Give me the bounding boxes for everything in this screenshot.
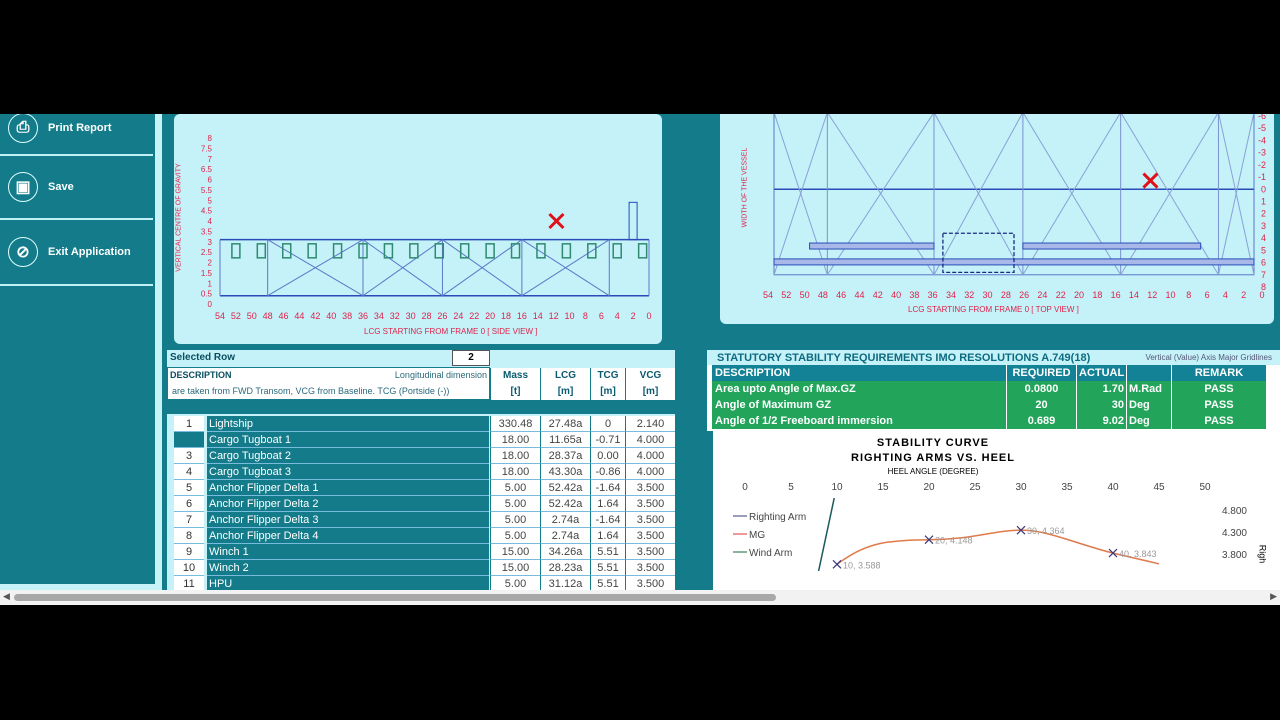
row-tcg[interactable]: -0.71 — [590, 432, 625, 448]
row-tcg[interactable]: -1.64 — [590, 480, 625, 496]
y-tick: 2 — [1260, 208, 1266, 219]
y-tick: 4.800 — [1221, 506, 1247, 517]
x-tick: 24 — [453, 311, 464, 321]
table-row[interactable] — [174, 576, 674, 590]
y-tick: 4.5 — [200, 206, 212, 216]
pontoon-icon — [486, 244, 494, 258]
y-tick: 7.5 — [200, 144, 212, 154]
y-tick: 5 — [207, 196, 212, 206]
x-tick: 44 — [854, 290, 865, 300]
row-lcg[interactable]: 52.42a — [540, 496, 590, 512]
row-mass[interactable]: 5.00 — [490, 528, 540, 544]
col-name: VCG — [639, 370, 662, 381]
top-view-panel — [720, 114, 1274, 324]
y-tick: 6.5 — [200, 165, 212, 175]
x-tick: 14 — [532, 311, 543, 321]
col-name: Mass — [502, 370, 528, 381]
row-tcg[interactable]: 5.51 — [590, 576, 625, 590]
cg-marker-icon — [549, 214, 563, 228]
stab-required: 0.689 — [1007, 413, 1077, 429]
chart-xlabel: HEEL ANGLE (DEGREE) — [887, 467, 979, 476]
x-tick: 32 — [389, 311, 400, 321]
chart-title: STABILITY CURVE — [876, 437, 990, 449]
stability-row — [712, 397, 1267, 413]
x-tick: 2 — [630, 311, 636, 321]
x-tick: 28 — [1000, 290, 1011, 300]
row-lcg[interactable]: 52.42a — [540, 480, 590, 496]
row-index: 8 — [174, 528, 204, 544]
col-unit: [m] — [557, 386, 574, 397]
side-x-label: LCG STARTING FROM FRAME 0 [ SIDE VIEW ] — [364, 327, 538, 336]
x-tick: 32 — [964, 290, 975, 300]
x-tick: 28 — [421, 311, 432, 321]
x-tick: 12 — [548, 311, 559, 321]
row-lcg[interactable]: 27.48a — [540, 416, 590, 432]
top-y-label: WIDTH OF THE VESSEL — [741, 147, 749, 228]
stability-row — [712, 413, 1267, 429]
row-vcg[interactable]: 2.140 — [625, 416, 675, 432]
row-index: 7 — [174, 512, 204, 528]
row-lcg[interactable]: 2.74a — [540, 528, 590, 544]
row-mass[interactable]: 5.00 — [490, 496, 540, 512]
x-tick: 15 — [877, 482, 889, 493]
data-point — [833, 560, 841, 568]
x-tick: 5 — [788, 482, 794, 493]
row-tcg[interactable]: -0.86 — [590, 464, 625, 480]
app-window — [0, 114, 1280, 590]
x-tick: 40 — [1107, 482, 1119, 493]
items-table — [167, 350, 675, 590]
table-row[interactable] — [174, 560, 674, 576]
y-tick: -6 — [1257, 114, 1266, 121]
y-tick: 8 — [207, 134, 212, 143]
x-tick: 36 — [357, 311, 369, 321]
row-mass[interactable]: 330.48 — [490, 416, 540, 432]
pontoon-icon — [537, 244, 545, 258]
x-tick: 30 — [982, 290, 993, 300]
x-tick: 40 — [326, 311, 337, 321]
col-header-tcg — [590, 368, 625, 400]
side-view-drawing — [174, 114, 662, 344]
x-tick: 40 — [891, 290, 902, 300]
x-tick: 26 — [1019, 290, 1030, 300]
col-unit: [m] — [600, 386, 616, 397]
x-tick: 10 — [831, 482, 843, 493]
row-mass[interactable]: 18.00 — [490, 448, 540, 464]
x-tick: 14 — [1128, 290, 1139, 300]
row-mass[interactable]: 5.00 — [490, 480, 540, 496]
row-description[interactable]: Cargo Tugboat 3 — [207, 464, 489, 480]
row-lcg[interactable]: 28.23a — [540, 560, 590, 576]
y-tick: 2.5 — [200, 248, 212, 258]
data-label: 30, 4.364 — [1027, 526, 1065, 537]
stab-title-bar — [707, 350, 1280, 365]
desc-header-text: DESCRIPTION — [170, 370, 232, 380]
col-header-vcg — [625, 368, 675, 400]
stab-unit: M.Rad — [1127, 381, 1172, 397]
col-unit: [t] — [510, 386, 521, 397]
x-tick: 4 — [614, 311, 620, 321]
row-description[interactable]: HPU — [207, 576, 489, 590]
data-label: 20, 4.148 — [935, 535, 973, 546]
row-index: 9 — [174, 544, 204, 560]
row-index: 5 — [174, 480, 204, 496]
row-mass[interactable]: 5.00 — [490, 512, 540, 528]
stability-chart — [707, 431, 1280, 590]
row-description[interactable]: Lightship — [207, 416, 489, 432]
legend-entry: Righting Arm — [749, 512, 807, 523]
x-tick: 22 — [1055, 290, 1066, 300]
x-tick: 48 — [817, 290, 828, 300]
x-tick: 46 — [836, 290, 847, 300]
save-button[interactable] — [0, 156, 153, 220]
row-mass[interactable]: 18.00 — [490, 432, 540, 448]
x-tick: 38 — [909, 290, 920, 300]
x-tick: 42 — [310, 311, 321, 321]
horizontal-scrollbar[interactable] — [0, 590, 1280, 605]
print-report-label: Print Report — [48, 122, 112, 134]
row-description[interactable]: Anchor Flipper Delta 4 — [207, 528, 489, 544]
x-tick: 36 — [927, 290, 938, 300]
row-lcg[interactable]: 11.65a — [540, 432, 590, 448]
wind-arm-line — [819, 498, 835, 571]
row-index: 6 — [174, 496, 204, 512]
y-tick: 0.5 — [200, 289, 212, 299]
row-vcg[interactable]: 3.500 — [625, 496, 675, 512]
side-y-label: VERTICAL CENTRE OF GRAVITY — [175, 163, 183, 272]
row-tcg[interactable]: 5.51 — [590, 544, 625, 560]
x-tick: 10 — [1165, 290, 1176, 300]
exit-application-button[interactable] — [0, 220, 153, 286]
chart-tooltip: Vertical (Value) Axis Major Gridlines — [1145, 353, 1272, 362]
y-tick: -5 — [1257, 123, 1266, 134]
x-tick: 38 — [342, 311, 353, 321]
table-row[interactable] — [174, 512, 674, 528]
row-index: 3 — [174, 448, 204, 464]
row-vcg[interactable]: 4.000 — [625, 448, 675, 464]
table-row[interactable] — [174, 528, 674, 544]
col-header-lcg — [540, 368, 590, 400]
header-spacer-row — [167, 400, 675, 414]
col-unit: [m] — [642, 386, 659, 397]
table-row[interactable] — [174, 496, 674, 512]
stability-title: STATUTORY STABILITY REQUIREMENTS IMO RESOLUTIONS A.749(18) — [717, 352, 1091, 364]
row-tcg[interactable]: -1.64 — [590, 512, 625, 528]
row-index: 10 — [174, 560, 204, 576]
selected-row-label: Selected Row — [170, 352, 236, 363]
pontoon-icon — [308, 244, 316, 258]
row-tcg[interactable]: 5.51 — [590, 560, 625, 576]
main-area — [162, 114, 1280, 590]
side-view-panel — [174, 114, 662, 344]
y-tick: 7 — [207, 154, 212, 164]
stab-desc: Area upto Angle of Max.GZ — [712, 381, 1007, 397]
pontoon-icon — [613, 244, 621, 258]
top-x-label: LCG STARTING FROM FRAME 0 [ TOP VIEW ] — [908, 305, 1079, 314]
y-tick: 2 — [207, 258, 212, 268]
stab-h-remark: REMARK — [1172, 365, 1267, 381]
x-tick: 50 — [799, 290, 810, 300]
stab-unit: Deg — [1127, 413, 1172, 429]
x-tick: 0 — [646, 311, 652, 321]
row-mass[interactable]: 5.00 — [490, 576, 540, 590]
x-tick: 6 — [598, 311, 604, 321]
scroll-left-icon[interactable]: ◀ — [3, 591, 10, 601]
x-tick: 35 — [1061, 482, 1073, 493]
x-tick: 46 — [278, 311, 289, 321]
y-tick: 4.300 — [1221, 528, 1247, 539]
row-description[interactable]: Anchor Flipper Delta 3 — [207, 512, 489, 528]
y-tick: 1.5 — [200, 268, 212, 278]
row-description[interactable]: Winch 2 — [207, 560, 489, 576]
x-tick: 12 — [1147, 290, 1158, 300]
row-vcg[interactable]: 3.500 — [625, 528, 675, 544]
x-tick: 34 — [945, 290, 956, 300]
y-tick: 3 — [207, 237, 212, 247]
table-row[interactable] — [174, 544, 674, 560]
no-entry-icon: ⊘ — [8, 237, 38, 267]
y-tick: 1 — [207, 279, 212, 289]
x-tick: 18 — [500, 311, 512, 321]
y-tick: 0 — [207, 300, 212, 309]
y-tick: -4 — [1257, 135, 1266, 146]
row-vcg[interactable]: 3.500 — [625, 544, 675, 560]
y-tick: 6 — [207, 175, 212, 185]
save-label: Save — [48, 181, 74, 193]
data-label: 40, 3.843 — [1119, 549, 1157, 560]
x-tick: 50 — [1199, 482, 1211, 493]
x-tick: 20 — [923, 482, 935, 493]
row-description[interactable]: Cargo Tugboat 1 — [207, 432, 489, 448]
sidebar — [0, 114, 155, 584]
pontoon-icon — [410, 244, 418, 258]
legend-entry: Wind Arm — [749, 548, 793, 559]
x-tick: 44 — [294, 311, 305, 321]
x-tick: 0 — [1259, 290, 1265, 300]
row-lcg[interactable]: 28.37a — [540, 448, 590, 464]
righting-arm-curve — [837, 530, 1159, 564]
stability-section — [707, 365, 1280, 590]
stab-unit: Deg — [1127, 397, 1172, 413]
y-tick: 1 — [1260, 196, 1266, 207]
note-line1: Longitudinal dimension — [394, 370, 487, 380]
chart-subtitle: RIGHTING ARMS VS. HEEL — [851, 452, 1015, 464]
row-description[interactable]: Cargo Tugboat 2 — [207, 448, 489, 464]
stability-plot — [713, 431, 1273, 590]
x-tick: 2 — [1241, 290, 1247, 300]
pontoon-icon — [232, 244, 240, 258]
row-vcg[interactable]: 4.000 — [625, 432, 675, 448]
cg-marker-icon — [1143, 174, 1157, 188]
y-tick: 4 — [1260, 233, 1266, 244]
x-tick: 16 — [516, 311, 527, 321]
x-tick: 48 — [262, 311, 273, 321]
row-vcg[interactable]: 4.000 — [625, 464, 675, 480]
row-index: 1 — [174, 416, 204, 432]
stab-h-unit — [1127, 365, 1172, 381]
y-tick: 5.5 — [200, 185, 212, 195]
row-lcg[interactable]: 34.26a — [540, 544, 590, 560]
x-tick: 24 — [1037, 290, 1048, 300]
x-tick: 52 — [230, 311, 241, 321]
x-tick: 30 — [405, 311, 416, 321]
x-tick: 54 — [762, 290, 774, 300]
note-line2: are taken from FWD Transom, VCG from Baseline. TCG (Portside (-)) — [172, 386, 450, 396]
scroll-right-icon[interactable]: ▶ — [1270, 591, 1277, 601]
row-lcg[interactable]: 31.12a — [540, 576, 590, 590]
x-tick: 8 — [582, 311, 588, 321]
printer-icon: ⎙ — [8, 114, 38, 143]
y-tick: 6 — [1260, 257, 1266, 268]
x-tick: 45 — [1153, 482, 1165, 493]
data-label: 10, 3.588 — [843, 560, 881, 571]
exit-label: Exit Application — [48, 246, 131, 258]
x-tick: 25 — [969, 482, 981, 493]
x-tick: 50 — [246, 311, 257, 321]
row-index — [174, 432, 204, 448]
pontoon-icon — [639, 244, 647, 258]
row-mass[interactable]: 15.00 — [490, 544, 540, 560]
row-mass[interactable]: 15.00 — [490, 560, 540, 576]
row-vcg[interactable]: 3.500 — [625, 576, 675, 590]
x-tick: 54 — [214, 311, 226, 321]
stab-actual: 30 — [1077, 397, 1127, 413]
top-view-drawing — [720, 114, 1274, 324]
mast — [629, 202, 637, 239]
description-header — [167, 367, 490, 400]
row-index: 4 — [174, 464, 204, 480]
selected-row-input[interactable]: 2 — [452, 350, 490, 366]
stab-h-desc: DESCRIPTION — [712, 365, 1007, 381]
stability-row — [712, 381, 1267, 397]
walkway — [810, 243, 934, 249]
row-tcg[interactable]: 1.64 — [590, 528, 625, 544]
y-tick: -2 — [1257, 159, 1266, 170]
pontoon-icon — [562, 244, 570, 258]
y-tick: 5 — [1260, 245, 1266, 256]
stab-remark: PASS — [1172, 397, 1267, 413]
stab-h-actual: ACTUAL — [1077, 365, 1127, 381]
y-tick: 3 — [1260, 220, 1266, 231]
col-name: LCG — [554, 370, 577, 381]
stab-header-row — [712, 365, 1267, 381]
floppy-icon: ▣ — [8, 172, 38, 202]
x-tick: 20 — [1074, 290, 1085, 300]
table-row[interactable] — [174, 464, 674, 480]
pontoon-icon — [257, 244, 265, 258]
table-row[interactable] — [174, 480, 674, 496]
table-row[interactable] — [174, 448, 674, 464]
col-name: TCG — [597, 370, 619, 381]
x-tick: 10 — [564, 311, 575, 321]
stab-actual: 1.70 — [1077, 381, 1127, 397]
scrollbar-thumb[interactable] — [14, 594, 776, 601]
hull-outline — [774, 114, 1254, 275]
x-tick: 0 — [742, 482, 748, 493]
x-tick: 18 — [1092, 290, 1103, 300]
y-tick: 3.5 — [200, 227, 212, 237]
legend-entry: MG — [749, 530, 766, 541]
stab-required: 0.0800 — [1007, 381, 1077, 397]
x-tick: 20 — [485, 311, 496, 321]
row-index: 11 — [174, 576, 204, 590]
x-tick: 30 — [1015, 482, 1027, 493]
x-tick: 42 — [872, 290, 883, 300]
y-tick: 4 — [207, 217, 212, 226]
row-mass[interactable]: 18.00 — [490, 464, 540, 480]
col-header-mass — [490, 368, 540, 400]
stab-remark: PASS — [1172, 413, 1267, 429]
y-tick: 7 — [1260, 269, 1266, 280]
print-report-button[interactable] — [0, 114, 153, 156]
x-tick: 52 — [781, 290, 792, 300]
y-tick: 8 — [1260, 282, 1266, 292]
row-vcg[interactable]: 3.500 — [625, 512, 675, 528]
row-description[interactable]: Anchor Flipper Delta 1 — [207, 480, 489, 496]
walkway — [1023, 243, 1201, 249]
y-tick: 3.800 — [1221, 550, 1247, 561]
row-description[interactable]: Winch 1 — [207, 544, 489, 560]
stab-required: 20 — [1007, 397, 1077, 413]
stab-desc: Angle of Maximum GZ — [712, 397, 1007, 413]
stab-h-required: REQUIRED — [1007, 365, 1077, 381]
x-tick: 22 — [469, 311, 480, 321]
row-description[interactable]: Anchor Flipper Delta 2 — [207, 496, 489, 512]
x-tick: 16 — [1110, 290, 1121, 300]
x-tick: 34 — [373, 311, 384, 321]
y-tick: -3 — [1257, 147, 1266, 158]
chart-ylabel: Righ — [1257, 544, 1268, 564]
y-tick: -1 — [1257, 172, 1266, 183]
table-row[interactable] — [174, 416, 674, 432]
row-tcg[interactable]: 0 — [590, 416, 625, 432]
x-tick: 8 — [1186, 290, 1192, 300]
table-row[interactable] — [174, 432, 674, 448]
row-tcg[interactable]: 1.64 — [590, 496, 625, 512]
row-vcg[interactable]: 3.500 — [625, 560, 675, 576]
row-vcg[interactable]: 3.500 — [625, 480, 675, 496]
row-tcg[interactable]: 0.00 — [590, 448, 625, 464]
x-tick: 4 — [1222, 290, 1228, 300]
x-tick: 26 — [437, 311, 448, 321]
stab-desc: Angle of 1/2 Freeboard immersion — [712, 413, 1007, 429]
row-lcg[interactable]: 2.74a — [540, 512, 590, 528]
stab-actual: 9.02 — [1077, 413, 1127, 429]
x-tick: 6 — [1204, 290, 1210, 300]
y-tick: 0 — [1260, 184, 1266, 195]
row-lcg[interactable]: 43.30a — [540, 464, 590, 480]
stab-remark: PASS — [1172, 381, 1267, 397]
